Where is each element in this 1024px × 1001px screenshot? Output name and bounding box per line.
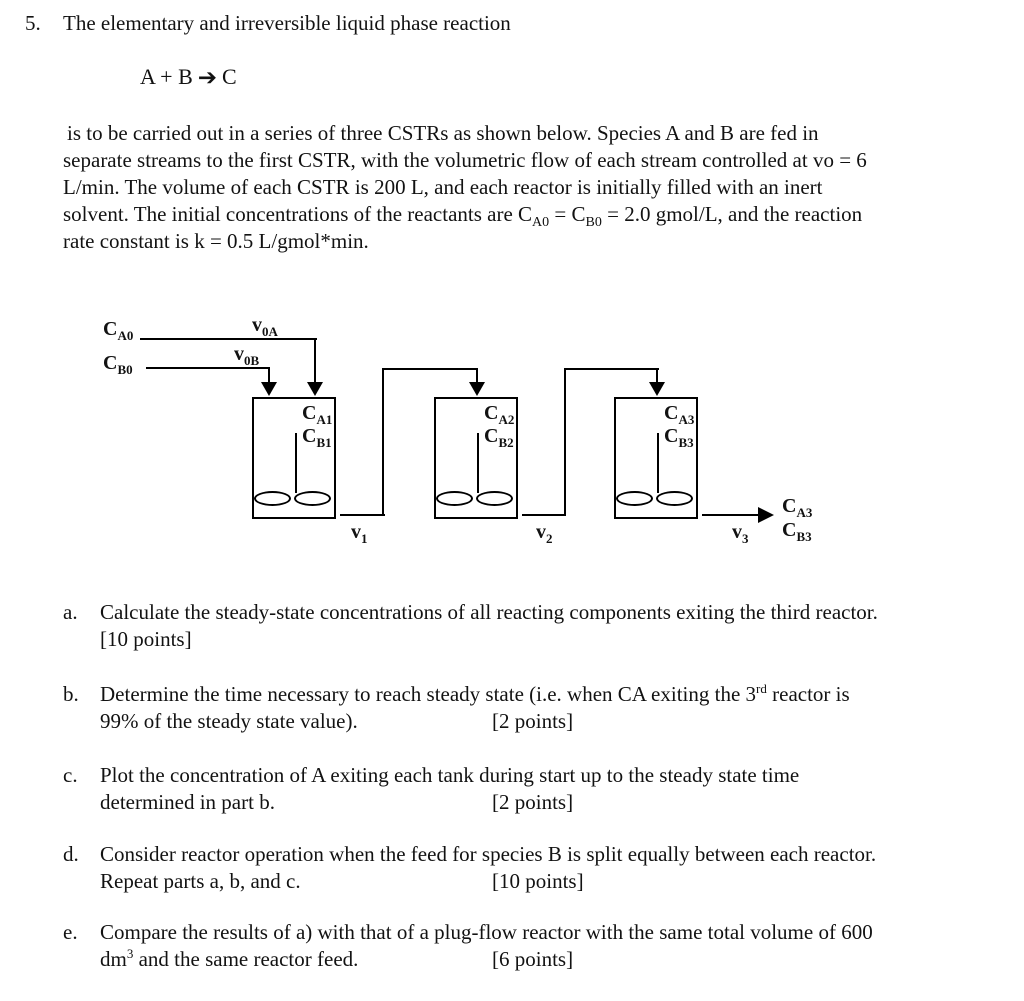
arrow-right-icon <box>758 507 774 523</box>
reactor-1 <box>252 397 336 519</box>
reactor-2 <box>434 397 518 519</box>
problem-title: The elementary and irreversible liquid phase reaction <box>63 11 511 35</box>
impeller-blade <box>476 491 513 506</box>
feed-b-flow-label: $v_{0B}$ <box>234 343 260 368</box>
feed-a-label: $C_{A0}$ <box>103 318 134 343</box>
question-marker: c. <box>63 763 78 787</box>
question-line: 99% of the steady state value). [2 points] <box>100 709 574 733</box>
question-marker: d. <box>63 842 79 866</box>
points-badge: [2 points] <box>492 790 574 814</box>
stream-1-line <box>340 514 385 516</box>
arrow-down-icon <box>307 382 323 396</box>
equation-lhs: A + B <box>140 64 193 89</box>
stream-1-line <box>382 368 478 370</box>
product-flow-label: $v_3$ <box>732 521 749 546</box>
impeller-blade <box>656 491 693 506</box>
product-conc-labels: $C_{A3}$ $C_{B3}$ <box>782 495 813 544</box>
equation-rhs: C <box>222 64 237 89</box>
superscript: 3 <box>126 946 134 961</box>
reactor-3 <box>614 397 698 519</box>
arrow-down-icon <box>469 382 485 396</box>
points-badge: [6 points] <box>492 947 574 971</box>
impeller-blade <box>254 491 291 506</box>
statement-line: L/min. The volume of each CSTR is 200 L, and each reactor is initially filled with an inert <box>63 175 823 199</box>
question-line: Consider reactor operation when the feed for species B is split equally between each reactor. <box>100 842 877 866</box>
question-line: Determine the time necessary to reach steady state (i.e. when CA exiting the 3rd reactor is <box>100 681 850 706</box>
statement-line: is to be carried out in a series of three CSTRs as shown below. Species A and B are fed in <box>67 121 819 145</box>
question-line: $dm^3$ and the same reactor feed. [6 points] <box>100 946 574 971</box>
subscript: B0 <box>585 215 602 231</box>
arrow-down-icon <box>649 382 665 396</box>
stream-1-line <box>382 368 384 516</box>
stream-2-line <box>522 514 566 516</box>
question-marker: a. <box>63 600 78 624</box>
feed-a-flow-label: $v_{0A}$ <box>252 314 278 339</box>
stirrer-shaft <box>477 433 479 493</box>
question-line <box>100 626 1003 653</box>
points-badge: [10 points] <box>100 627 192 651</box>
question-line: Compare the results of a) with that of a plug-flow reactor with the same total volume of 600 <box>100 920 873 944</box>
stream-2-line <box>564 368 566 516</box>
problem-number: 5. <box>25 11 41 35</box>
stream-2-line <box>564 368 659 370</box>
question-line: Calculate the steady-state concentrations of all reacting components exiting the third reactor. <box>100 600 878 624</box>
reactor-3-conc-labels: $C_{A3}$ $C_{B3}$ <box>664 402 695 450</box>
stirrer-shaft <box>657 433 659 493</box>
stirrer-shaft <box>295 433 297 493</box>
reactor-2-conc-labels: $C_{A2}$ $C_{B2}$ <box>484 402 515 450</box>
impeller-blade <box>436 491 473 506</box>
reaction-arrow-icon: ➔ <box>197 65 218 91</box>
question-line: determined in part b. [2 points] <box>100 790 574 814</box>
question-b <box>63 681 1003 735</box>
question-marker: e. <box>63 920 78 944</box>
question-e <box>63 919 1003 973</box>
impeller-blade <box>616 491 653 506</box>
question-a <box>63 599 1003 653</box>
statement-line: separate streams to the first CSTR, with the volumetric flow of each stream controlled at vo = 6 <box>63 148 867 172</box>
stream-1-flow-label: $v_1$ <box>351 521 368 546</box>
statement-line: rate constant is k = 0.5 L/gmol*min. <box>63 229 369 253</box>
feed-a-line <box>140 338 317 340</box>
reactor-1-conc-labels: $C_{A1}$ $C_{B1}$ <box>302 402 333 450</box>
question-d <box>63 841 1003 895</box>
points-badge: [10 points] <box>492 869 584 893</box>
feed-a-line <box>314 338 316 384</box>
product-stream-line <box>702 514 760 516</box>
arrow-down-icon <box>261 382 277 396</box>
question-line: Plot the concentration of A exiting each tank during start up to the steady state time <box>100 763 800 787</box>
question-c <box>63 762 1003 816</box>
feed-b-label: $C_{B0}$ <box>103 352 133 377</box>
impeller-blade <box>294 491 331 506</box>
statement-line: solvent. The initial concentrations of the reactants are $C_{A0} = C_{B0} = 2.0$ gmol/L, and the reaction <box>63 202 863 231</box>
subscript: A0 <box>532 215 550 231</box>
question-marker: b. <box>63 682 79 706</box>
question-line: Repeat parts a, b, and c. [10 points] <box>100 869 584 893</box>
stream-2-flow-label: $v_2$ <box>536 521 553 546</box>
points-badge: [2 points] <box>492 709 574 733</box>
superscript: rd <box>756 681 767 696</box>
